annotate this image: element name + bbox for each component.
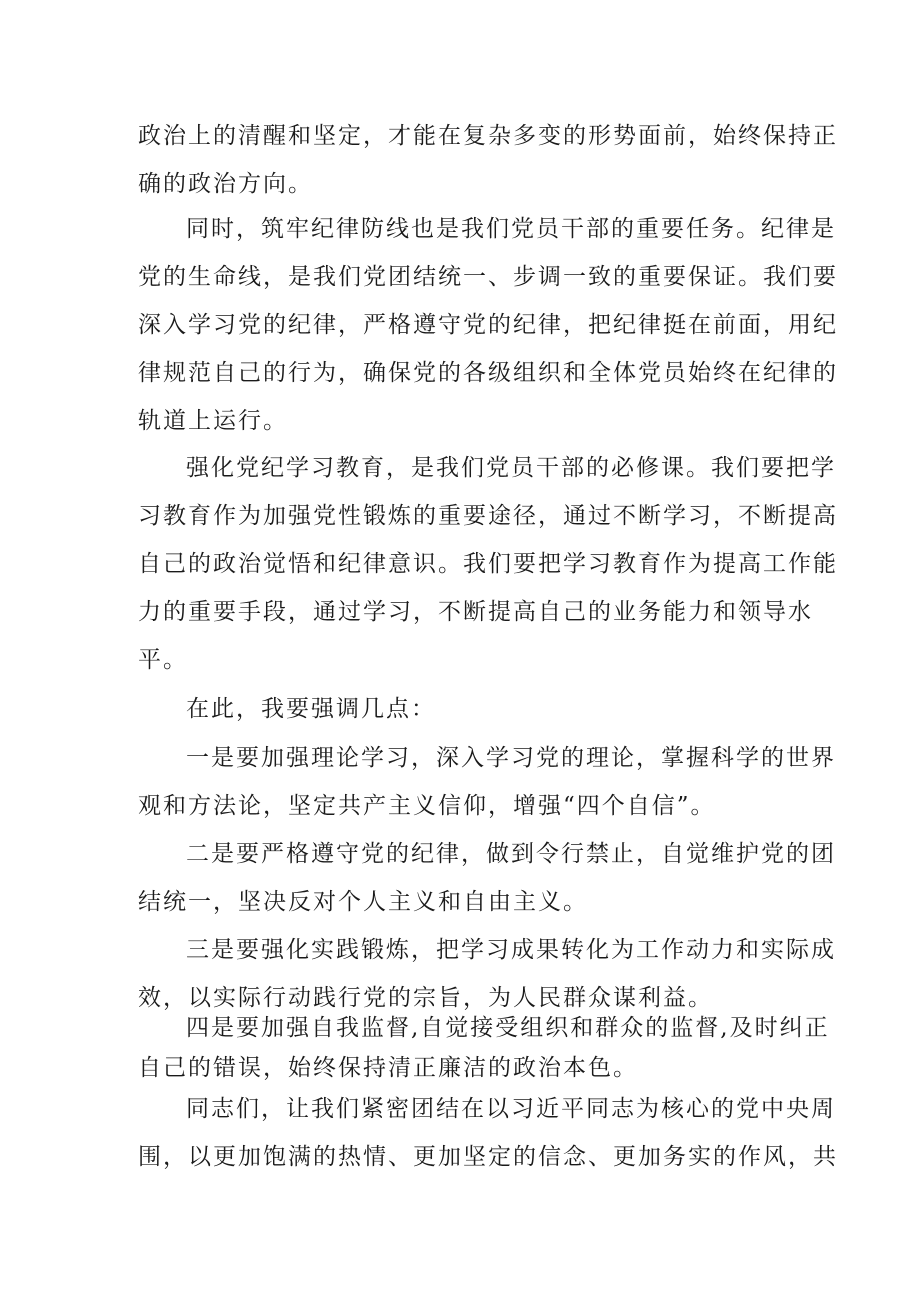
- text-line: 同时，筑牢纪律防线也是我们党员干部的重要任务。纪律是: [186, 216, 836, 242]
- paragraph-6: [138, 830, 836, 926]
- text-line: 确的政治方向。: [138, 171, 313, 197]
- text-line: 自己的错误，始终保持清正廉洁的政治本色。: [138, 1055, 638, 1081]
- text-line: 强化党纪学习教育，是我们党员干部的必修课。我们要把学: [186, 455, 836, 481]
- text-line: 党的生命线，是我们党团结统一、步调一致的重要保证。我们要: [138, 264, 838, 290]
- text-line: 平。: [138, 647, 188, 673]
- paragraph-1: [138, 112, 838, 208]
- paragraph-3: [138, 444, 838, 684]
- text-line: 四是要加强自我监督,自觉接受组织和群众的监督,及时纠正: [186, 1015, 830, 1041]
- text-line: 深入学习党的纪律，严格遵守党的纪律，把纪律挺在前面，用纪: [138, 312, 838, 338]
- text-line: 力的重要手段，通过学习，不断提高自己的业务能力和领导水: [138, 599, 813, 625]
- paragraph-5: [138, 734, 836, 830]
- text-line: 观和方法论，坚定共产主义信仰，增强“四个自信”。: [138, 793, 716, 819]
- text-line: 一是要加强理论学习，深入学习党的理论，掌握科学的世界: [186, 745, 836, 771]
- text-line: 效，以实际行动践行党的宗旨，为人民群众谋利益。: [138, 985, 713, 1011]
- paragraph-4: [138, 685, 793, 733]
- text-line: 律规范自己的行为，确保党的各级组织和全体党员始终在纪律的: [138, 360, 838, 386]
- text-line: 在此，我要强调几点：: [186, 696, 436, 722]
- text-line: 自己的政治觉悟和纪律意识。我们要把学习教育作为提高工作能: [138, 551, 838, 577]
- text-line: 轨道上运行。: [138, 408, 288, 434]
- text-line: 政治上的清醒和坚定，才能在复杂多变的形势面前，始终保持正: [138, 123, 838, 149]
- text-line: 三是要强化实践锻炼，把学习成果转化为工作动力和实际成: [186, 937, 836, 963]
- text-line: 结统一，坚决反对个人主义和自由主义。: [138, 889, 588, 915]
- text-line: 同志们，让我们紧密团结在以习近平同志为核心的党中央周: [186, 1096, 836, 1122]
- paragraph-2: [138, 205, 838, 445]
- text-line: 围，以更加饱满的热情、更加坚定的信念、更加务实的作风，共: [138, 1144, 838, 1170]
- paragraph-8: [138, 1008, 830, 1088]
- paragraph-9: [138, 1085, 838, 1181]
- text-line: 习教育作为加强党性锻炼的重要途径，通过不断学习，不断提高: [138, 503, 838, 529]
- text-line: 二是要严格遵守党的纪律，做到令行禁止，自觉维护党的团: [186, 841, 836, 867]
